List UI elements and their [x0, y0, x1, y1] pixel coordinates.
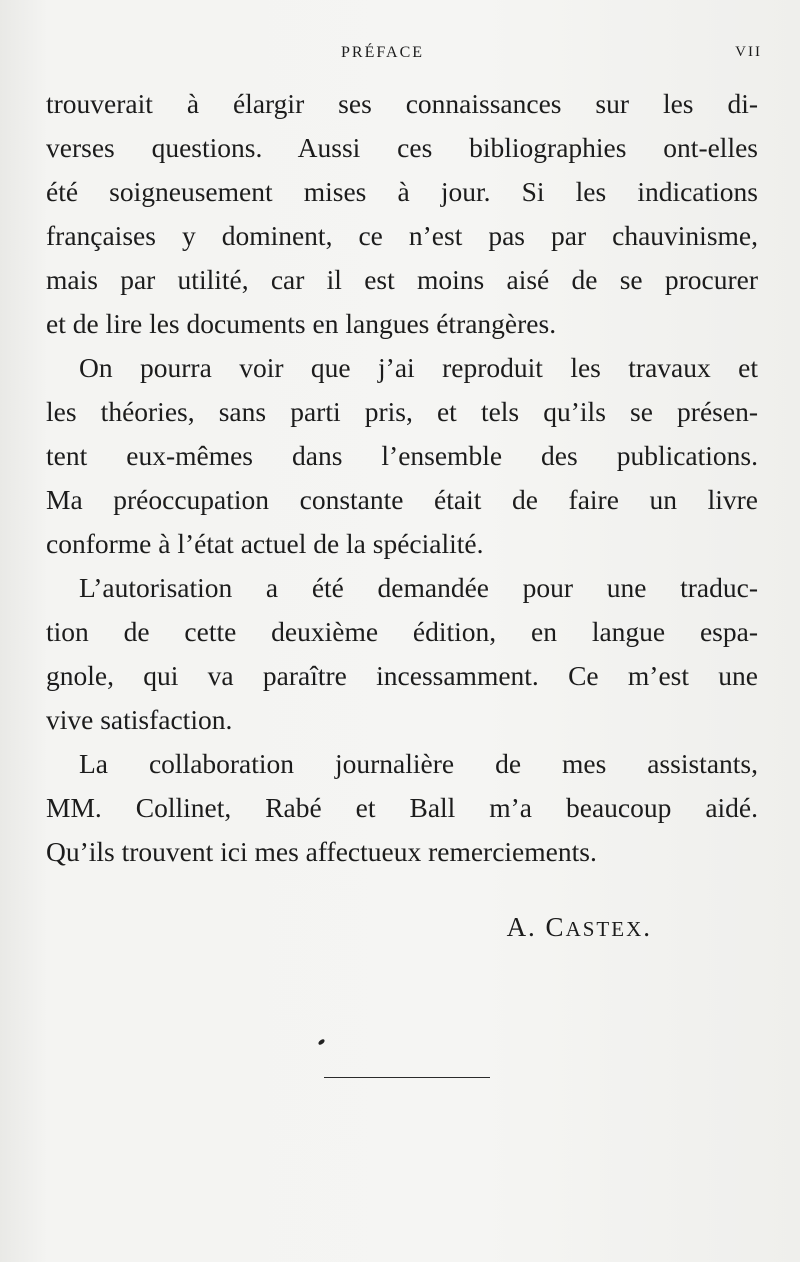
signature-period: .: [643, 912, 652, 942]
running-title: PRÉFACE: [341, 44, 425, 61]
text-line: MM. Collinet, Rabé et Ball m’a beaucoup aidé.: [46, 792, 758, 823]
text-line: françaises y dominent, ce n’est pas par chauvinisme,: [46, 220, 758, 251]
paragraph-start-line: On pourra voir que j’ai reproduit les travaux et: [79, 352, 758, 383]
text-line: Qu’ils trouvent ici mes affectueux remerciements.: [46, 836, 597, 867]
running-head: [0, 40, 800, 70]
text-line: et de lire les documents en langues étrangères.: [46, 308, 557, 339]
text-line: tion de cette deuxième édition, en langue espa-: [46, 616, 758, 647]
end-rule-divider: [324, 1077, 490, 1078]
text-line: trouverait à élargir ses connaissances sur les di-: [46, 88, 758, 119]
signature-surname: ASTEX: [565, 917, 644, 941]
text-line: verses questions. Aussi ces bibliographies ont-elles: [46, 132, 758, 163]
text-line: été soigneusement mises à jour. Si les indications: [46, 176, 758, 207]
paragraph-start-line: La collaboration journalière de mes assistants,: [79, 748, 758, 779]
text-line: vive satisfaction.: [46, 704, 233, 735]
text-line: tent eux-mêmes dans l’ensemble des publications.: [46, 440, 758, 471]
page-number: VII: [735, 44, 762, 60]
text-line: mais par utilité, car il est moins aisé de se procurer: [46, 264, 758, 295]
ink-speck: [317, 1038, 325, 1045]
text-line: gnole, qui va paraître incessamment. Ce m’est une: [46, 660, 758, 691]
signature-initial: A. C: [506, 912, 566, 942]
author-signature: [507, 912, 652, 943]
text-line: Ma préoccupation constante était de faire un livre: [46, 484, 758, 515]
text-line: les théories, sans parti pris, et tels qu’ils se présen-: [46, 396, 758, 427]
preface-text: [46, 82, 758, 874]
text-line: conforme à l’état actuel de la spécialité.: [46, 528, 484, 559]
paragraph-start-line: L’autorisation a été demandée pour une traduc-: [79, 572, 758, 603]
